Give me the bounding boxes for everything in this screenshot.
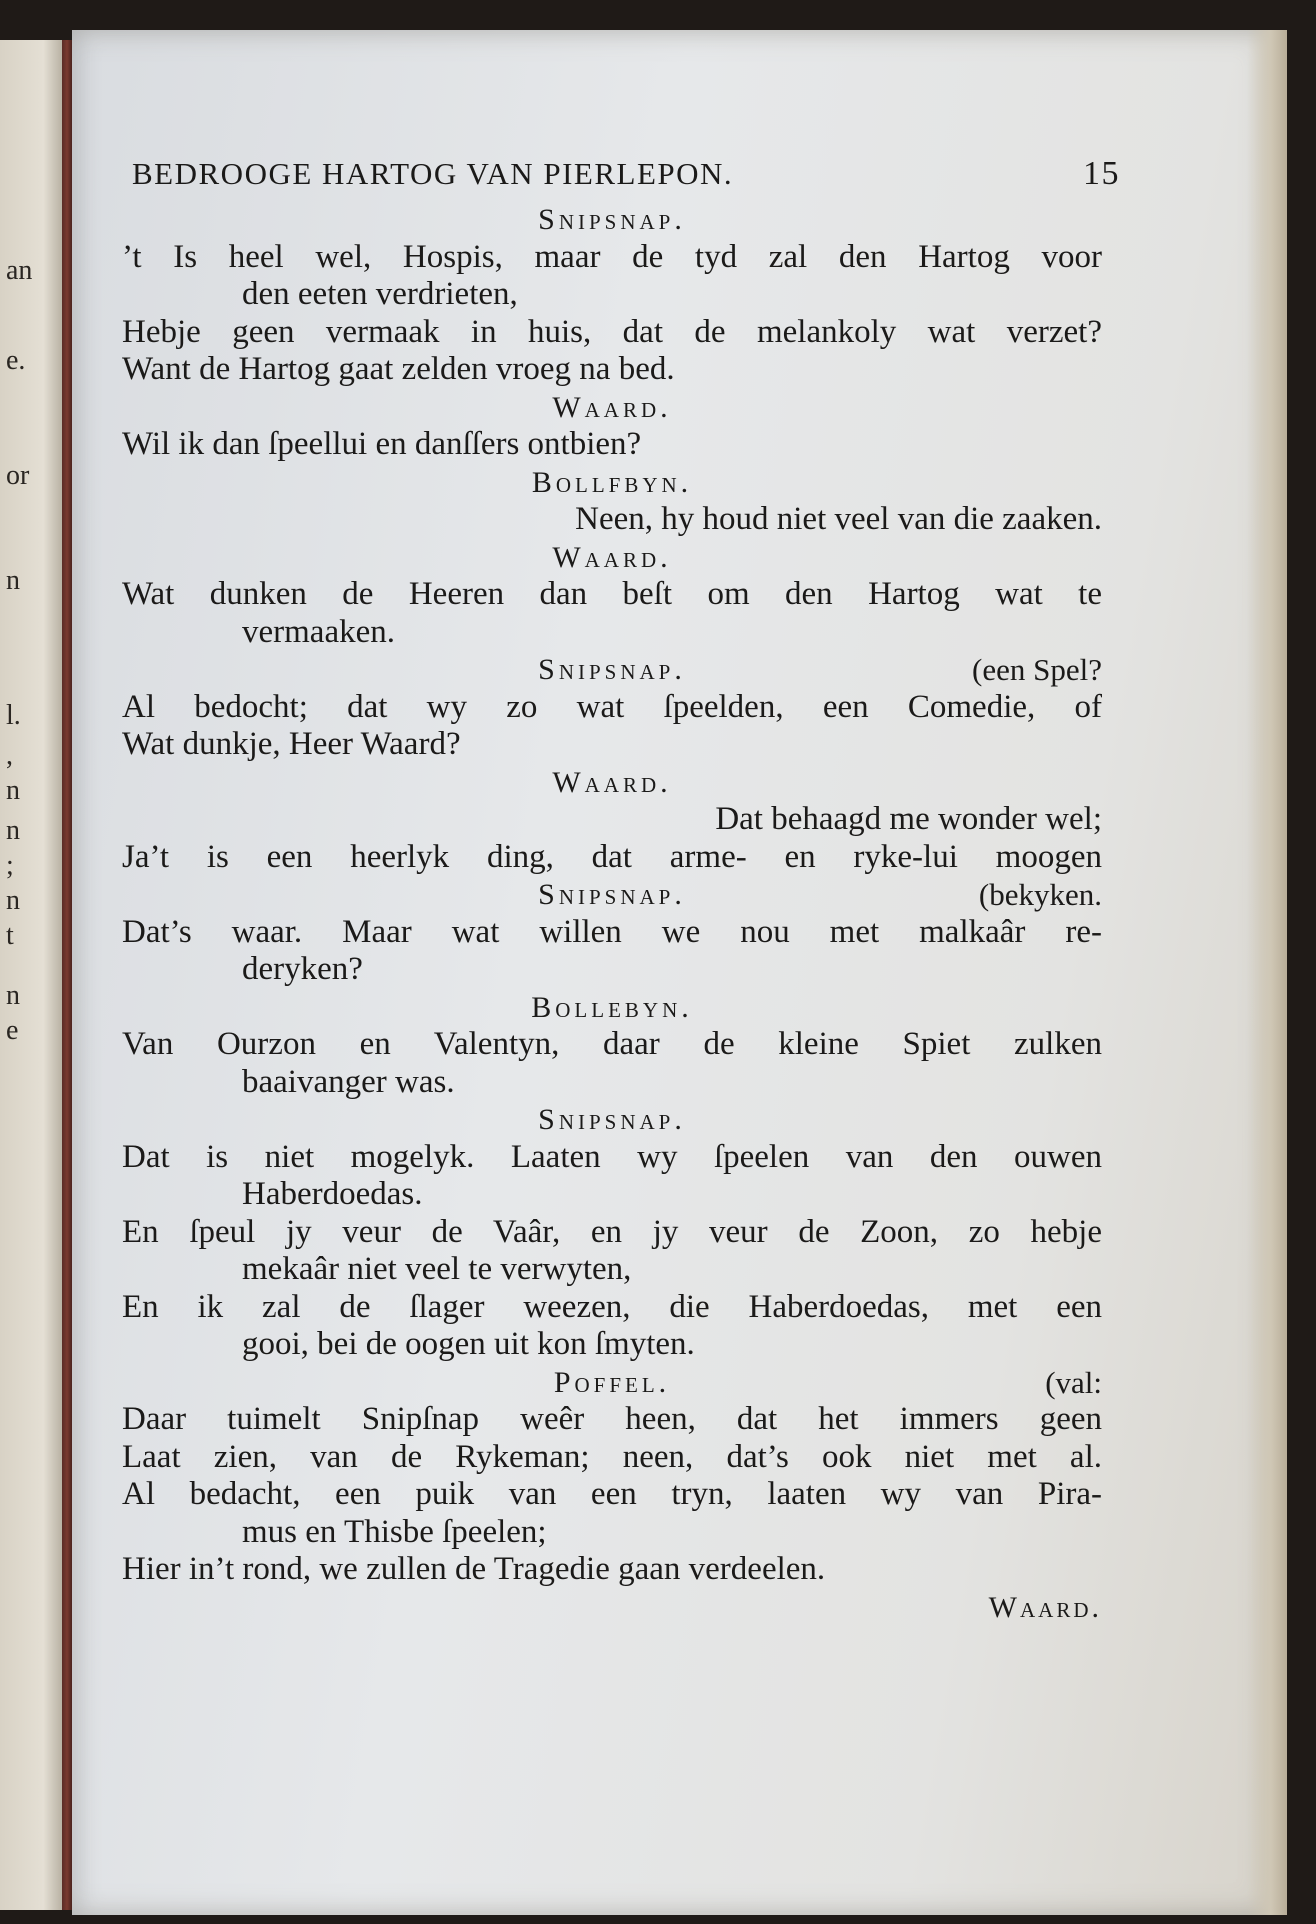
left-page-fragment: e (6, 1015, 19, 1046)
run-over-text: (bekyken. (978, 877, 1102, 912)
verse-line: Want de Hartog gaat zelden vroeg na bed. (122, 351, 675, 387)
verse-line: Haberdoedas. (242, 1176, 423, 1212)
verse-line: Daar tuimelt Snipſnap weêr heen, dat het immers geen (122, 1401, 1102, 1437)
verse-line: den eeten verdrieten, (242, 276, 518, 312)
verse-line: mus en Thisbe ſpeelen; (242, 1513, 547, 1550)
speaker-heading (122, 201, 1102, 239)
left-page-fragment: or (6, 460, 30, 491)
speaker-name: Waard. (552, 540, 672, 574)
speaker-heading (122, 989, 1102, 1027)
verse-line: Al bedocht; dat wy zo wat ſpeelden, een Comedie, of (122, 688, 1102, 725)
speaker-heading (122, 1364, 1102, 1402)
text-lines (122, 201, 1102, 1589)
speaker-name: Snipsnap. (538, 878, 686, 911)
verse-line: deryken? (242, 951, 363, 987)
verse-line: baaivanger was. (242, 1063, 455, 1100)
speaker-name: Poffel. (553, 1365, 671, 1399)
speaker-name: Bollebyn. (531, 990, 693, 1024)
page-edge (1247, 30, 1287, 1915)
verse-line: Dat is niet mogelyk. Laaten wy ſpeelen van den ouwen (122, 1138, 1102, 1175)
speaker-heading (122, 651, 1102, 689)
left-page-fragment: , (6, 740, 13, 771)
page-number: 15 (1083, 155, 1120, 192)
verse-line: En ſpeul jy veur de Vaâr, en jy veur de Zoon, zo hebje (122, 1213, 1102, 1250)
speaker-heading (122, 389, 1102, 427)
left-page-fragment: l. (6, 700, 21, 731)
verse-line: ’t Is heel wel, Hospis, maar de tyd zal den Hartog voor (122, 238, 1102, 275)
verse-line: Hebje geen vermaak in huis, dat de melankoly wat verzet? (122, 313, 1102, 350)
verse-line: mekaâr niet veel te verwyten, (242, 1251, 632, 1287)
verse-line: Ja’t is een heerlyk ding, dat arme- en ryke-lui moogen (122, 838, 1102, 875)
verse-line: Hier in’t rond, we zullen de Tragedie gaan verdeelen. (122, 1551, 826, 1587)
verse-line: En ik zal de ſlager weezen, die Haberdoedas, met een (122, 1288, 1102, 1325)
left-page-fragment: n (6, 565, 20, 596)
left-page-fragment: ; (6, 850, 14, 881)
speaker-name: Snipsnap. (538, 203, 686, 236)
catchword-row (122, 1589, 1102, 1629)
running-header (122, 155, 1120, 201)
speaker-heading (122, 764, 1102, 802)
left-page-fragment: t (6, 920, 14, 951)
speaker-name: Waard. (552, 765, 672, 799)
verse-line: gooi, bei de oogen uit kon ſmyten. (242, 1326, 695, 1362)
book-spine (62, 40, 72, 1910)
left-page-fragment: n (6, 775, 20, 806)
left-page-fragment: n (6, 885, 20, 916)
left-page-fragment: e. (6, 345, 26, 376)
running-title: BEDROOGE HARTOG VAN PIERLEPON. (132, 156, 734, 191)
left-page-fragment: n (6, 980, 20, 1011)
speaker-name: Waard. (552, 390, 672, 424)
left-page-edge (0, 40, 65, 1910)
speaker-name: Bollfbyn. (531, 465, 693, 499)
verse-line: Van Ourzon en Valentyn, daar de kleine Spiet zulken (122, 1026, 1102, 1062)
catchword: Waard. (988, 1590, 1102, 1624)
verse-line: Laat zien, van de Rykeman; neen, dat’s ook niet met al. (122, 1438, 1102, 1475)
speaker-heading (122, 876, 1102, 914)
speaker-heading (122, 539, 1102, 577)
left-page-fragment: n (6, 815, 20, 846)
speaker-heading (122, 1101, 1102, 1139)
book-page (72, 30, 1287, 1915)
verse-line: Neen, hy houd niet veel van die zaaken. (575, 501, 1102, 537)
left-page-fragment: an (6, 255, 33, 286)
verse-line: Dat’s waar. Maar wat willen we nou met malkaâr re- (122, 913, 1102, 950)
verse-line: Al bedacht, een puik van een tryn, laaten wy van Pira- (122, 1476, 1102, 1512)
speaker-heading (122, 464, 1102, 502)
page-content (122, 155, 1120, 1629)
verse-line: Wat dunkje, Heer Waard? (122, 726, 461, 762)
verse-line: vermaaken. (242, 613, 395, 650)
verse-line: Wat dunken de Heeren dan beſt om den Hartog wat te (122, 576, 1102, 612)
run-over-text: (een Spel? (972, 652, 1102, 687)
speaker-name: Snipsnap. (538, 653, 686, 686)
verse-line: Dat behaagd me wonder wel; (715, 801, 1102, 837)
verse-line: Wil ik dan ſpeellui en danſſers ontbien? (122, 426, 642, 462)
run-over-text: (val: (1045, 1364, 1102, 1400)
speaker-name: Snipsnap. (538, 1103, 686, 1136)
